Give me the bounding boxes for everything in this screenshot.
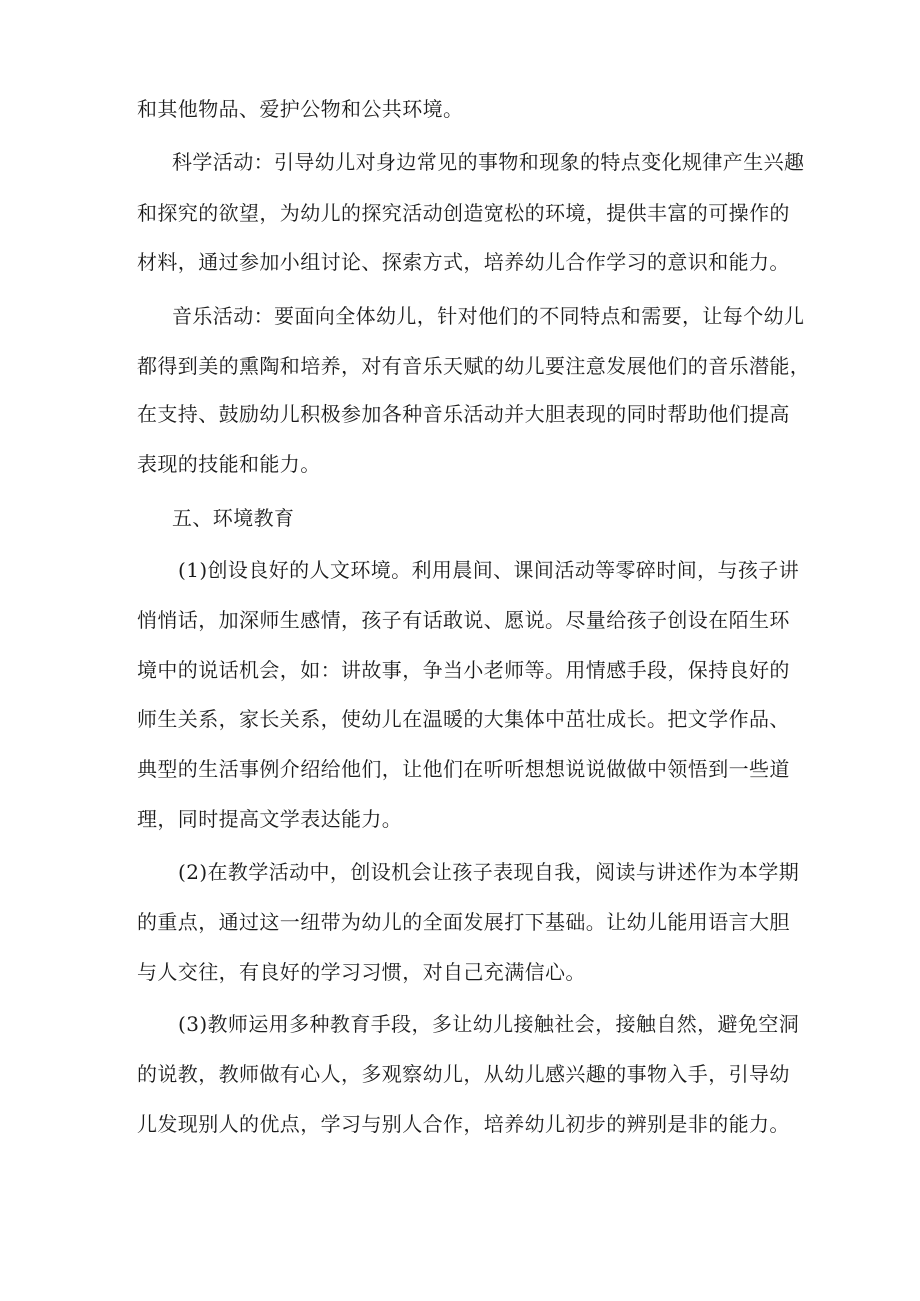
text-line: 科学活动：引导幼儿对身边常见的事物和现象的特点变化规律产生兴趣 xyxy=(172,150,805,174)
text-line: (1)创设良好的人文环境。利用晨间、课间活动等零碎时间，与孩子讲 xyxy=(178,558,800,582)
text-line: 和探究的欲望，为幼儿的探究活动创造宽松的环境，提供丰富的可操作的 xyxy=(137,201,790,225)
text-line: 与人交往，有良好的学习习惯，对自己充满信心。 xyxy=(137,960,586,984)
text-line: (3)教师运用多种教育手段，多让幼儿接触社会，接触自然，避免空洞 xyxy=(178,1012,800,1036)
text-line: 音乐活动：要面向全体幼儿，针对他们的不同特点和需要，让每个幼儿 xyxy=(172,304,805,328)
text-line: 典型的生活事例介绍给他们，让他们在听听想想说说做做中领悟到一些道 xyxy=(137,757,790,781)
text-line: 的重点，通过这一纽带为幼儿的全面发展打下基础。让幼儿能用语言大胆 xyxy=(137,910,790,934)
text-line: 都得到美的熏陶和培养，对有音乐天赋的幼儿要注意发展他们的音乐潜能， xyxy=(137,354,811,378)
text-line: 材料，通过参加小组讨论、探索方式，培养幼儿合作学习的意识和能力。 xyxy=(137,250,790,274)
text-line: 理，同时提高文学表达能力。 xyxy=(137,807,403,831)
text-line: 的说教，教师做有心人，多观察幼儿，从幼儿感兴趣的事物入手，引导幼 xyxy=(137,1062,790,1086)
text-line: 在支持、鼓励幼儿积极参加各种音乐活动并大胆表现的同时帮助他们提高 xyxy=(137,402,790,426)
text-line: 儿发现别人的优点，学习与别人合作，培养幼儿初步的辨别是非的能力。 xyxy=(137,1112,790,1136)
section-heading: 五、环境教育 xyxy=(172,506,295,530)
text-line: 境中的说话机会，如：讲故事，争当小老师等。用情感手段，保持良好的 xyxy=(137,658,790,682)
text-line: (2)在教学活动中，创设机会让孩子表现自我，阅读与讲述作为本学期 xyxy=(178,860,800,884)
text-line: 悄悄话，加深师生感情，孩子有话敢说、愿说。尽量给孩子创设在陌生环 xyxy=(137,608,790,632)
text-line: 师生关系，家长关系，使幼儿在温暖的大集体中茁壮成长。把文学作品、 xyxy=(137,707,790,731)
text-line: 和其他物品、爱护公物和公共环境。 xyxy=(137,97,464,121)
text-line: 表现的技能和能力。 xyxy=(137,452,321,476)
